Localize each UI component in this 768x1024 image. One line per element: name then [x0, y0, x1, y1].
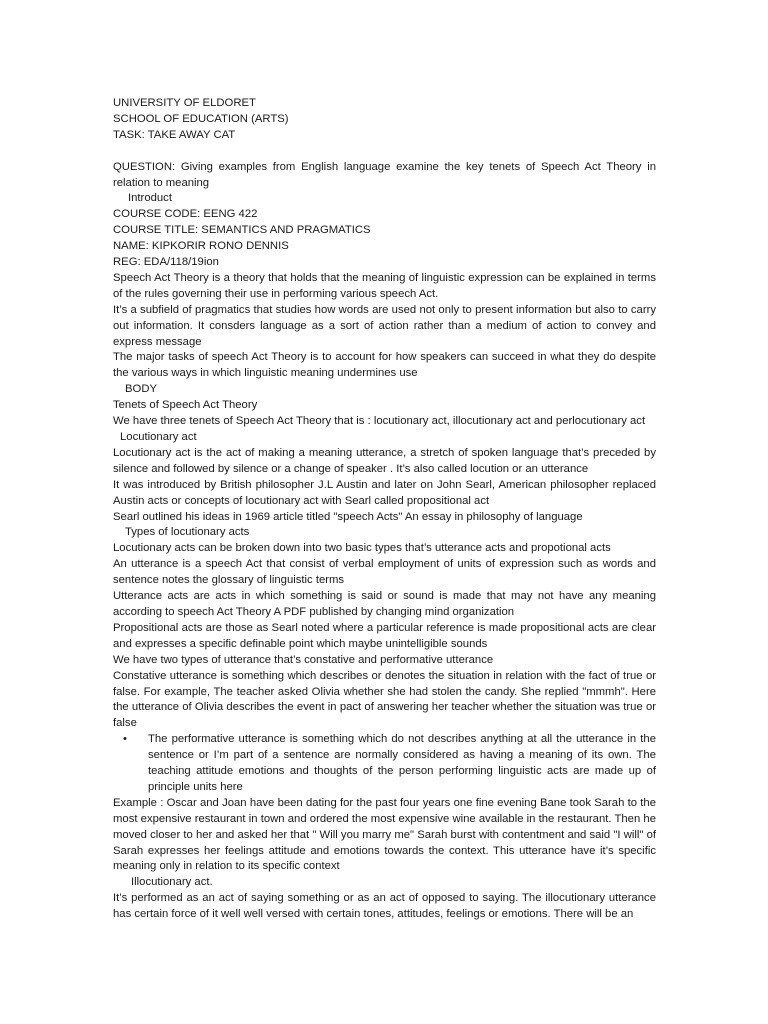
university-name: UNIVERSITY OF ELDORET	[113, 97, 256, 109]
course-title: COURSE TITLE: SEMANTICS AND PRAGMATICS	[113, 224, 371, 237]
registration-number: REG: EDA/118/19ion	[113, 256, 219, 269]
blank-line	[113, 144, 656, 160]
bullet-text: The performative utterance is something which do not describes anything at all the utterance in the sentence or I’m part of a sentence are normally considered as having a meaning of its own. The teaching attitude emotions and thoughts of the person performing linguistic acts are made up of principle units here	[148, 733, 656, 793]
types-paragraph: Propositional acts are those as Searl noted where a particular reference is made propositional acts are clear and expresses a specific definable point which maybe unintelligible sounds	[113, 621, 656, 650]
tenets-paragraph: We have three tenets of Speech Act Theory that is : locutionary act, illocutionary act and perlocutionary act	[113, 415, 646, 428]
heading-introduction: Introduct	[128, 192, 172, 205]
types-paragraph: Constative utterance is something which describes or denotes the situation in relation with the fact of true or false. For example, The teacher asked Olivia whether she had stolen the candy. She replied "mmmh". Here the utterance of Olivia describes the event in pact of answering her teacher whether the situation was true or false	[113, 669, 656, 730]
heading-types-of-locutionary-acts: Types of locutionary acts	[125, 526, 250, 539]
task-title: TASK: TAKE AWAY CAT	[113, 128, 236, 141]
types-paragraph: Utterance acts are acts in which something is said or sound is made that may not have any meaning according to speech Act Theory A PDF published by changing mind organization	[113, 590, 656, 618]
bullet-icon: •	[123, 733, 127, 746]
locutionary-paragraph: Locutionary act is the act of making a meaning utterance, a stretch of spoken language that’s preceded by silence and followed by silence or a change of speaker . It’s also called locution or an utterance	[113, 446, 656, 475]
types-paragraph: An utterance is a speech Act that consist of verbal employment of units of expression such as words and sentence notes the glossary of linguistic terms	[113, 558, 656, 587]
heading-illocutionary-act: Illocutionary act.	[131, 876, 213, 889]
intro-paragraph: The major tasks of speech Act Theory is to account for how speakers can succeed in what they do despite the various ways in which linguistic meaning undermines use	[113, 351, 656, 380]
heading-locutionary-act: Locutionary act	[120, 431, 197, 444]
types-paragraph: We have two types of utterance that’s constative and performative utterance	[113, 653, 494, 666]
course-code: COURSE CODE: EENG 422	[113, 208, 258, 221]
intro-paragraph: It’s a subfield of pragmatics that studies how words are used not only to present information but also to carry out information. It consders language as a sort of action rather than a medium of action to convey and express message	[113, 303, 656, 348]
bullet-list-item	[113, 732, 656, 796]
question-text: QUESTION: Giving examples from English language examine the key tenets of Speech Act Theory in relation to meaning	[113, 160, 656, 189]
intro-paragraph: Speech Act Theory is a theory that holds that the meaning of linguistic expression can be explained in terms of the rules governing their use in performing various speech Act.	[113, 271, 656, 300]
document-page	[113, 96, 656, 923]
student-name: NAME: KIPKORIR RONO DENNIS	[113, 240, 289, 253]
example-paragraph: Example : Oscar and Joan have been dating for the past four years one fine evening Bane took Sarah to the most expensive restaurant in town and ordered the most expensive wine available in the restaurant. Then he moved closer to her and asked her that " Will you marry me" Sarah burst with contentment and said "I will" of Sarah expresses her feelings attitude and emotions towards the context. This utterance have it’s specific meaning only in relation to its specific context	[113, 796, 656, 873]
types-paragraph: Locutionary acts can be broken down into two basic types that’s utterance acts and propotional acts	[113, 542, 611, 555]
illocutionary-paragraph: It’s performed as an act of saying something or as an act of opposed to saying. The illocutionary utterance has certain force of it well well versed with certain tones, attitudes, feelings or emotions. There will be an	[113, 892, 656, 921]
heading-body: BODY	[125, 383, 158, 396]
locutionary-paragraph: Searl outlined his ideas in 1969 article titled "speech Acts" An essay in philosophy of language	[113, 510, 583, 523]
tenets-title: Tenets of Speech Act Theory	[113, 399, 258, 412]
school-name: SCHOOL OF EDUCATION (ARTS)	[113, 112, 289, 125]
locutionary-paragraph: It was introduced by British philosopher J.L Austin and later on John Searl, American philosopher replaced Austin acts or concepts of locutionary act with Searl called propositional act	[113, 478, 656, 507]
